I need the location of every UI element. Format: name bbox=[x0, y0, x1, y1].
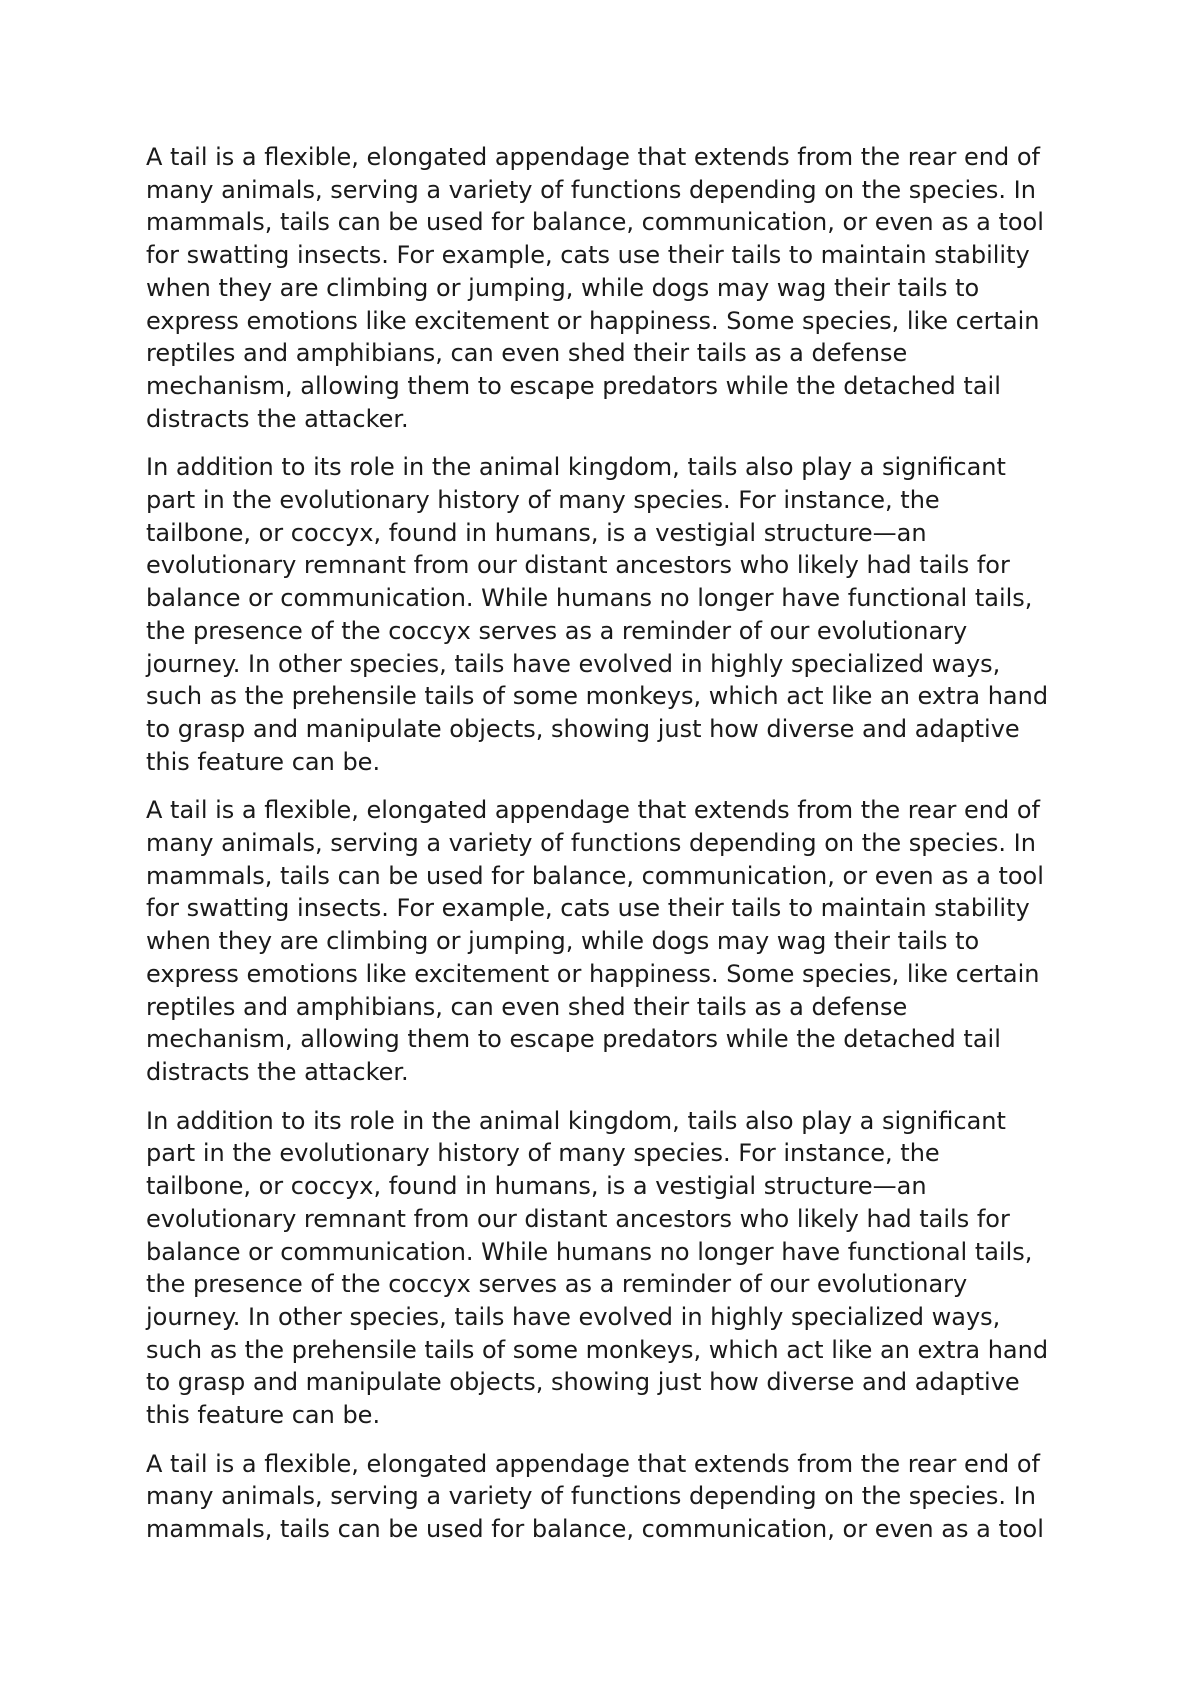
paragraph-2: In addition to its role in the animal kingdom, tails also play a significant part in the evolutionary history of many species. For instance, the tailbone, or coccyx, found in humans, is a vestigial structure—an evolutionary remnant from our distant ancestors who likely had tails for balance or communication. While humans no longer have functional tails, the presence of the coccyx serves as a reminder of our evolutionary journey. In other species, tails have evolved in highly specialized ways, such as the prehensile tails of some monkeys, which act like an extra hand to grasp and manipulate objects, showing just how diverse and adaptive this feature can be. bbox=[146, 453, 1049, 776]
paragraph-1: A tail is a flexible, elongated appendage that extends from the rear end of many animals, serving a variety of functions depending on the species. In mammals, tails can be used for balance, communication, or even as a tool for swatting insects. For example, cats use their tails to maintain stability when they are climbing or jumping, while dogs may wag their tails to express emotions like excitement or happiness. Some species, like certain reptiles and amphibians, can even shed their tails as a defense mechanism, allowing them to escape predators while the detached tail distracts the attacker. bbox=[146, 143, 1044, 433]
paragraph-4: In addition to its role in the animal kingdom, tails also play a significant part in the evolutionary history of many species. For instance, the tailbone, or coccyx, found in humans, is a vestigial structure—an evolutionary remnant from our distant ancestors who likely had tails for balance or communication. While humans no longer have functional tails, the presence of the coccyx serves as a reminder of our evolutionary journey. In other species, tails have evolved in highly specialized ways, such as the prehensile tails of some monkeys, which act like an extra hand to grasp and manipulate objects, showing just how diverse and adaptive this feature can be. bbox=[146, 1106, 1049, 1430]
paragraph-3: A tail is a flexible, elongated appendage that extends from the rear end of many animals, serving a variety of functions depending on the species. In mammals, tails can be used for balance, communication, or even as a tool for swatting insects. For example, cats use their tails to maintain stability when they are climbing or jumping, while dogs may wag their tails to express emotions like excitement or happiness. Some species, like certain reptiles and amphibians, can even shed their tails as a defense mechanism, allowing them to escape predators while the detached tail distracts the attacker. bbox=[146, 796, 1044, 1086]
document-body bbox=[146, 141, 1066, 1562]
paragraph-5: A tail is a flexible, elongated appendage that extends from the rear end of many animals, serving a variety of functions depending on the species. In mammals, tails can be used for balance, communication, or even as a tool bbox=[146, 1449, 1044, 1544]
